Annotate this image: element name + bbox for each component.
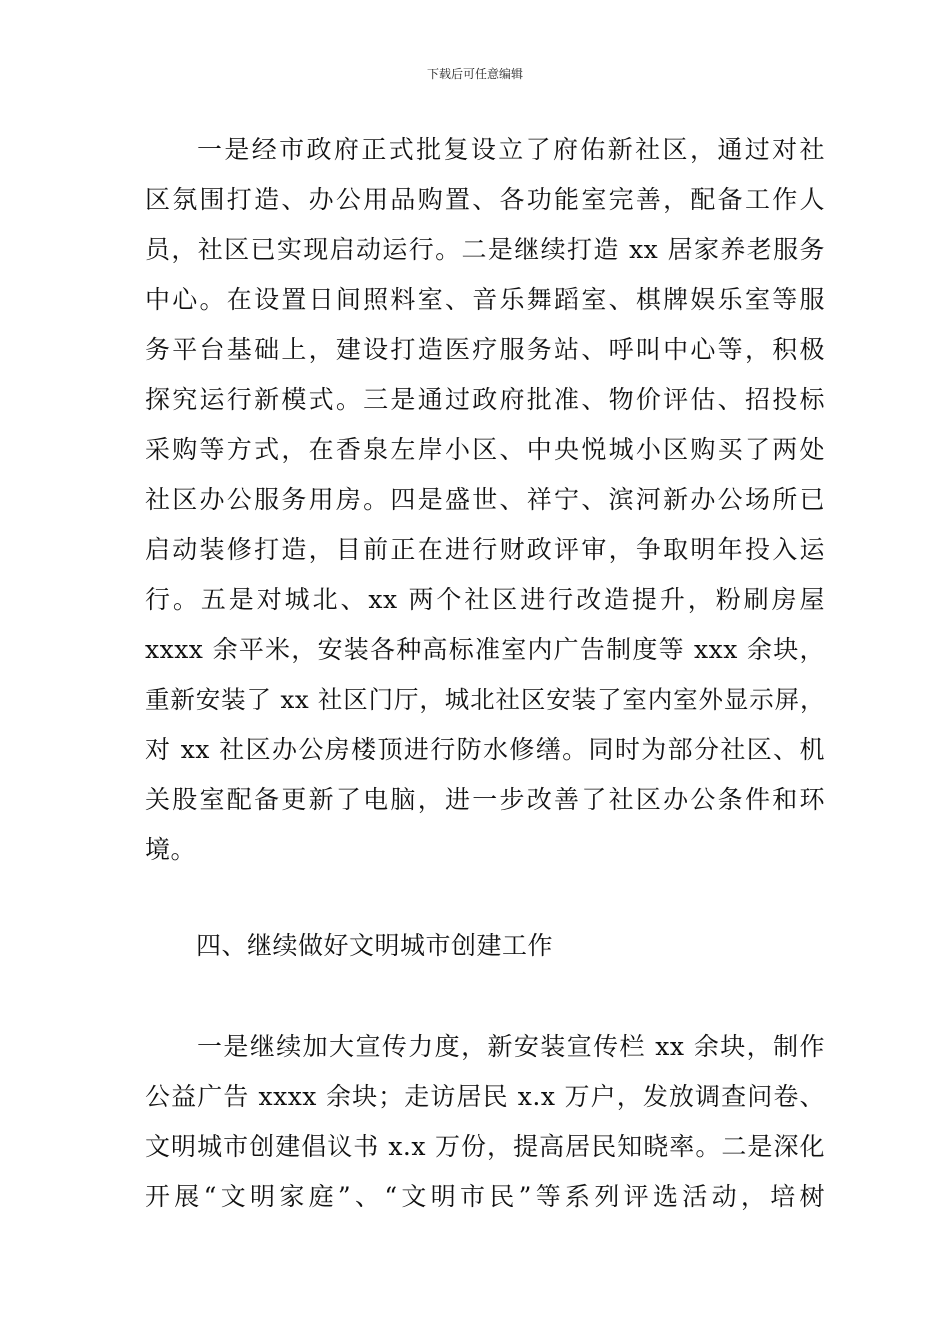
paragraph-line: 对 xx 社区办公房楼顶进行防水修缮。同时为部分社区、机 xyxy=(145,735,825,764)
paragraph-line: 公益广告 xxxx 余块；走访居民 x.x 万户，发放调查问卷、 xyxy=(145,1082,825,1111)
paragraph-line: 采购等方式，在香泉左岸小区、中央悦城小区购买了两处 xyxy=(145,435,825,464)
paragraph-line: 关股室配备更新了电脑，进一步改善了社区办公条件和环 xyxy=(145,785,825,814)
paragraph-line: 开展“文明家庭”、“文明市民”等系列评选活动，培树 xyxy=(145,1182,825,1211)
paragraph-line: 文明城市创建倡议书 x.x 万份，提高居民知晓率。二是深化 xyxy=(145,1132,825,1161)
paragraph-line: 一是继续加大宣传力度，新安装宣传栏 xx 余块，制作 xyxy=(197,1032,825,1061)
paragraph-line: 重新安装了 xx 社区门厅，城北社区安装了室内室外显示屏， xyxy=(145,685,825,714)
paragraph-line: xxxx 余平米，安装各种高标准室内广告制度等 xxx 余块， xyxy=(145,635,825,664)
paragraph-line: 区氛围打造、办公用品购置、各功能室完善，配备工作人 xyxy=(145,185,825,214)
paragraph-line: 员，社区已实现启动运行。二是继续打造 xx 居家养老服务 xyxy=(145,235,825,264)
paragraph-line: 行。五是对城北、xx 两个社区进行改造提升，粉刷房屋 xyxy=(145,585,825,614)
section-heading: 四、继续做好文明城市创建工作 xyxy=(196,931,554,960)
paragraph-line: 中心。在设置日间照料室、音乐舞蹈室、棋牌娱乐室等服 xyxy=(145,285,825,314)
paragraph-community-construction xyxy=(145,125,825,875)
page-header-note: 下载后可任意编辑 xyxy=(426,67,523,81)
paragraph-line: 境。 xyxy=(145,835,197,864)
paragraph-line: 一是经市政府正式批复设立了府佑新社区，通过对社 xyxy=(197,135,825,164)
paragraph-line: 探究运行新模式。三是通过政府批准、物价评估、招投标 xyxy=(145,385,825,414)
paragraph-line: 务平台基础上，建设打造医疗服务站、呼叫中心等，积极 xyxy=(145,335,825,364)
paragraph-civilized-city xyxy=(145,1022,825,1222)
paragraph-line: 社区办公服务用房。四是盛世、祥宁、滨河新办公场所已 xyxy=(145,485,825,514)
paragraph-line: 启动装修打造，目前正在进行财政评审，争取明年投入运 xyxy=(145,535,825,564)
